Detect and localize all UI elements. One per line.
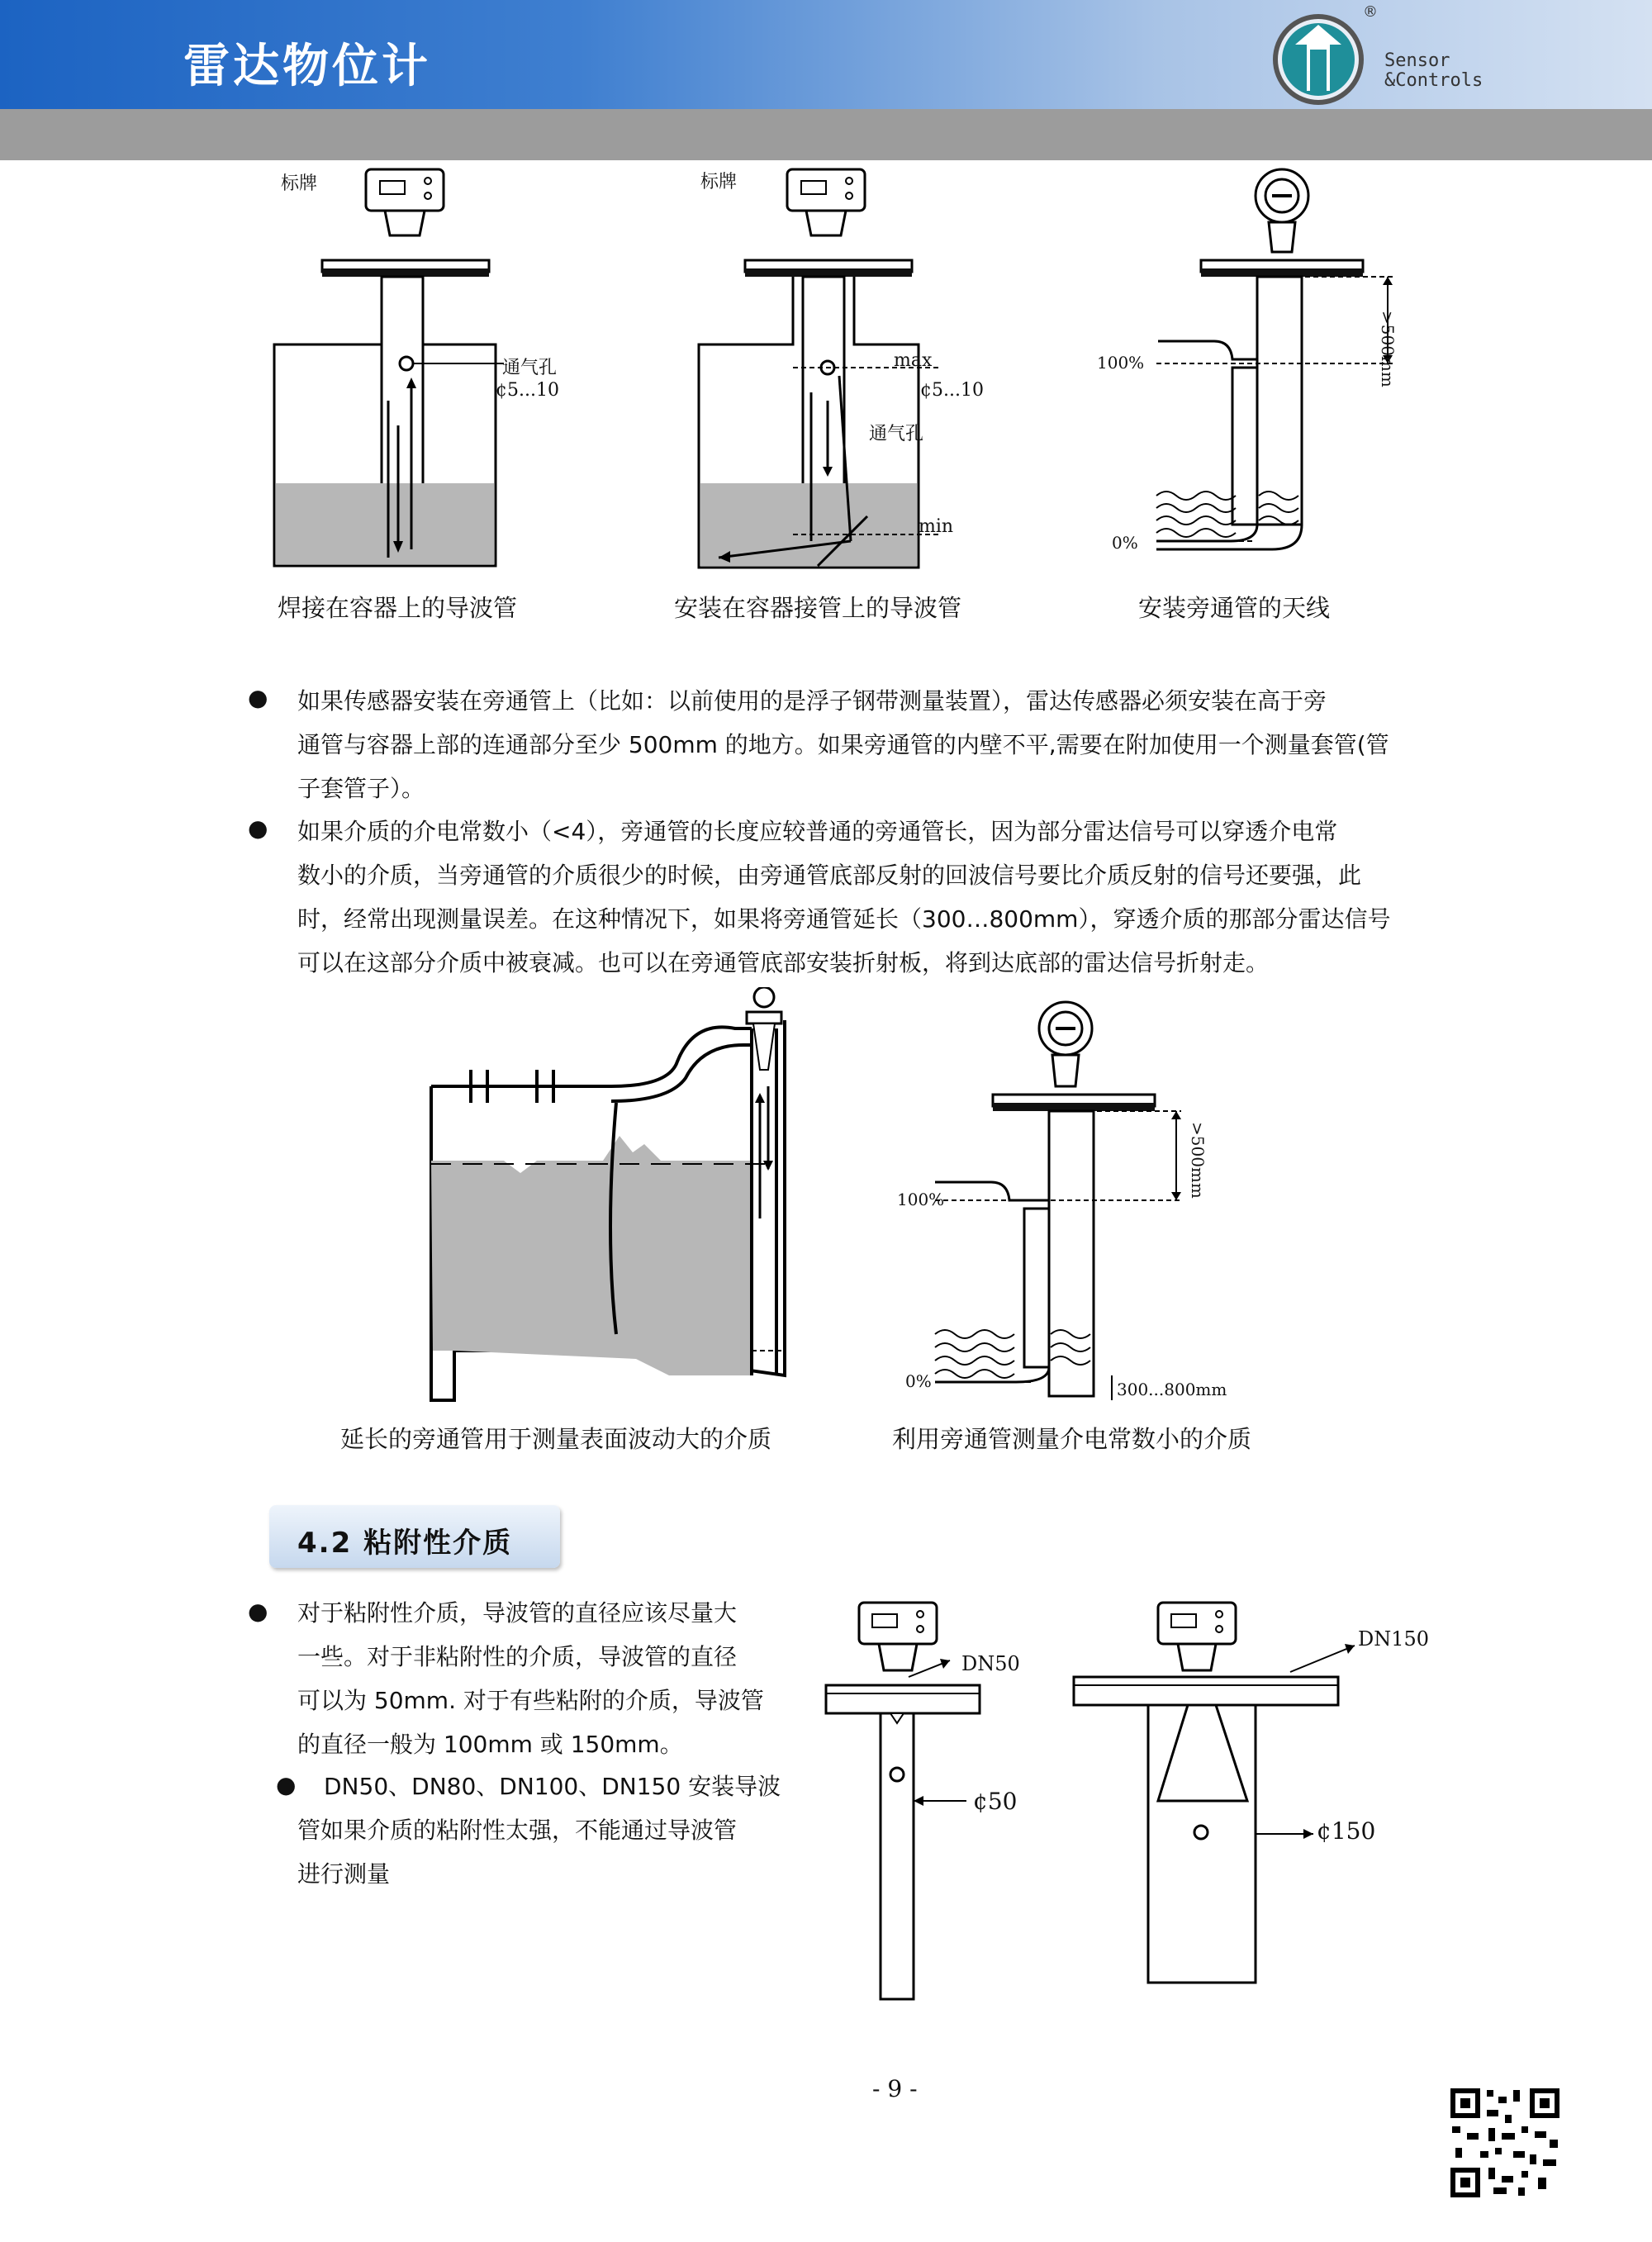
header-title: 雷达物位计 [183,40,431,93]
bullet-marker: ● [276,1771,297,1798]
paragraph-dielectric: 如果介质的介电常数小（<4），旁通管的长度应较普通的旁通管长，因为部分雷达信号可以穿透介电常 数小的介质，当旁通管的介质很少的时候，由旁通管底部反射的回波信号要比介质反射的信号还要强，此 时，经常出现测量误差。在这种情况下，如果将旁通管延长（300…800mm），穿透介质的那部分雷达信号 可以在这部分介质中被衰减。也可以在旁通管底部安装折射板，将到达底部的雷达信号折射走。 [297,818,1391,976]
label-ext: 300...800mm [1117,1380,1227,1399]
label-max: max [894,350,933,371]
caption-fig3: 安装旁通管的天线 [1138,594,1331,622]
label-vent: 通气孔 [502,358,558,378]
label-0-2: 0% [905,1371,932,1391]
label-dn50: DN50 [961,1652,1020,1675]
bullet-marker: ● [248,815,268,842]
caption-fig1: 焊接在容器上的导波管 [278,594,518,622]
bullet-marker: ● [248,1598,268,1625]
label-dn150: DN150 [1358,1627,1430,1651]
page-number: - 9 - [872,2075,918,2102]
paragraph-adhesive: 对于粘附性介质，导波管的直径应该尽量大 一些。对于非粘附性的介质，导波管的直径 可以为 50mm. 对于有些粘附的介质，导波管 的直径一般为 100mm 或 150mm。 [297,1599,764,1758]
header-subbar [0,109,1652,160]
label-plate-2: 标牌 [700,172,738,192]
figure-dn150-guide-pipe [1066,1594,1412,1991]
caption-fig5: 利用旁通管测量介电常数小的介质 [892,1425,1252,1453]
label-plate: 标牌 [281,173,318,194]
figure-bypass-antenna [1107,161,1454,566]
figure-welded-guide-pipe [264,161,512,574]
qr-code [1447,2085,1563,2201]
label-dia-50: ¢50 [973,1788,1018,1815]
label-dia-150: ¢150 [1317,1817,1376,1845]
paragraph-bypass: 如果传感器安装在旁通管上（比如：以前使用的是浮子钢带测量装置），雷达传感器必须安装在高于旁 通管与容器上部的连通部分至少 500mm 的地方。如果旁通管的内壁不平,需要在附加使用一个测量套管(管 子套管子）。 [297,687,1389,802]
registered-mark: ® [1363,3,1378,21]
label-dia: ¢5...10 [496,380,559,401]
label-100: 100% [1097,353,1145,373]
label-100-2: 100% [897,1190,945,1209]
logo-text: Sensor &Controls [1384,50,1483,91]
caption-fig2: 安装在容器接管上的导波管 [674,594,962,622]
label-min: min [919,516,954,537]
caption-fig4: 延长的旁通管用于测量表面波动大的介质 [340,1425,772,1453]
label-500-2: >500mm [1188,1122,1208,1199]
label-0: 0% [1112,533,1138,553]
label-vent-2: 通气孔 [869,424,924,444]
label-500: >500mm [1378,311,1398,387]
paragraph-dn-sizes: DN50、DN80、DN100、DN150 安装导波 管如果介质的粘附性太强，不能通过导波管 进行测量 [297,1773,781,1888]
section-title: 4.2 粘附性介质 [297,1527,513,1560]
figure-extended-bypass-tank [421,987,801,1408]
bullet-marker: ● [248,684,268,711]
label-dia-2: ¢5...10 [920,380,984,401]
